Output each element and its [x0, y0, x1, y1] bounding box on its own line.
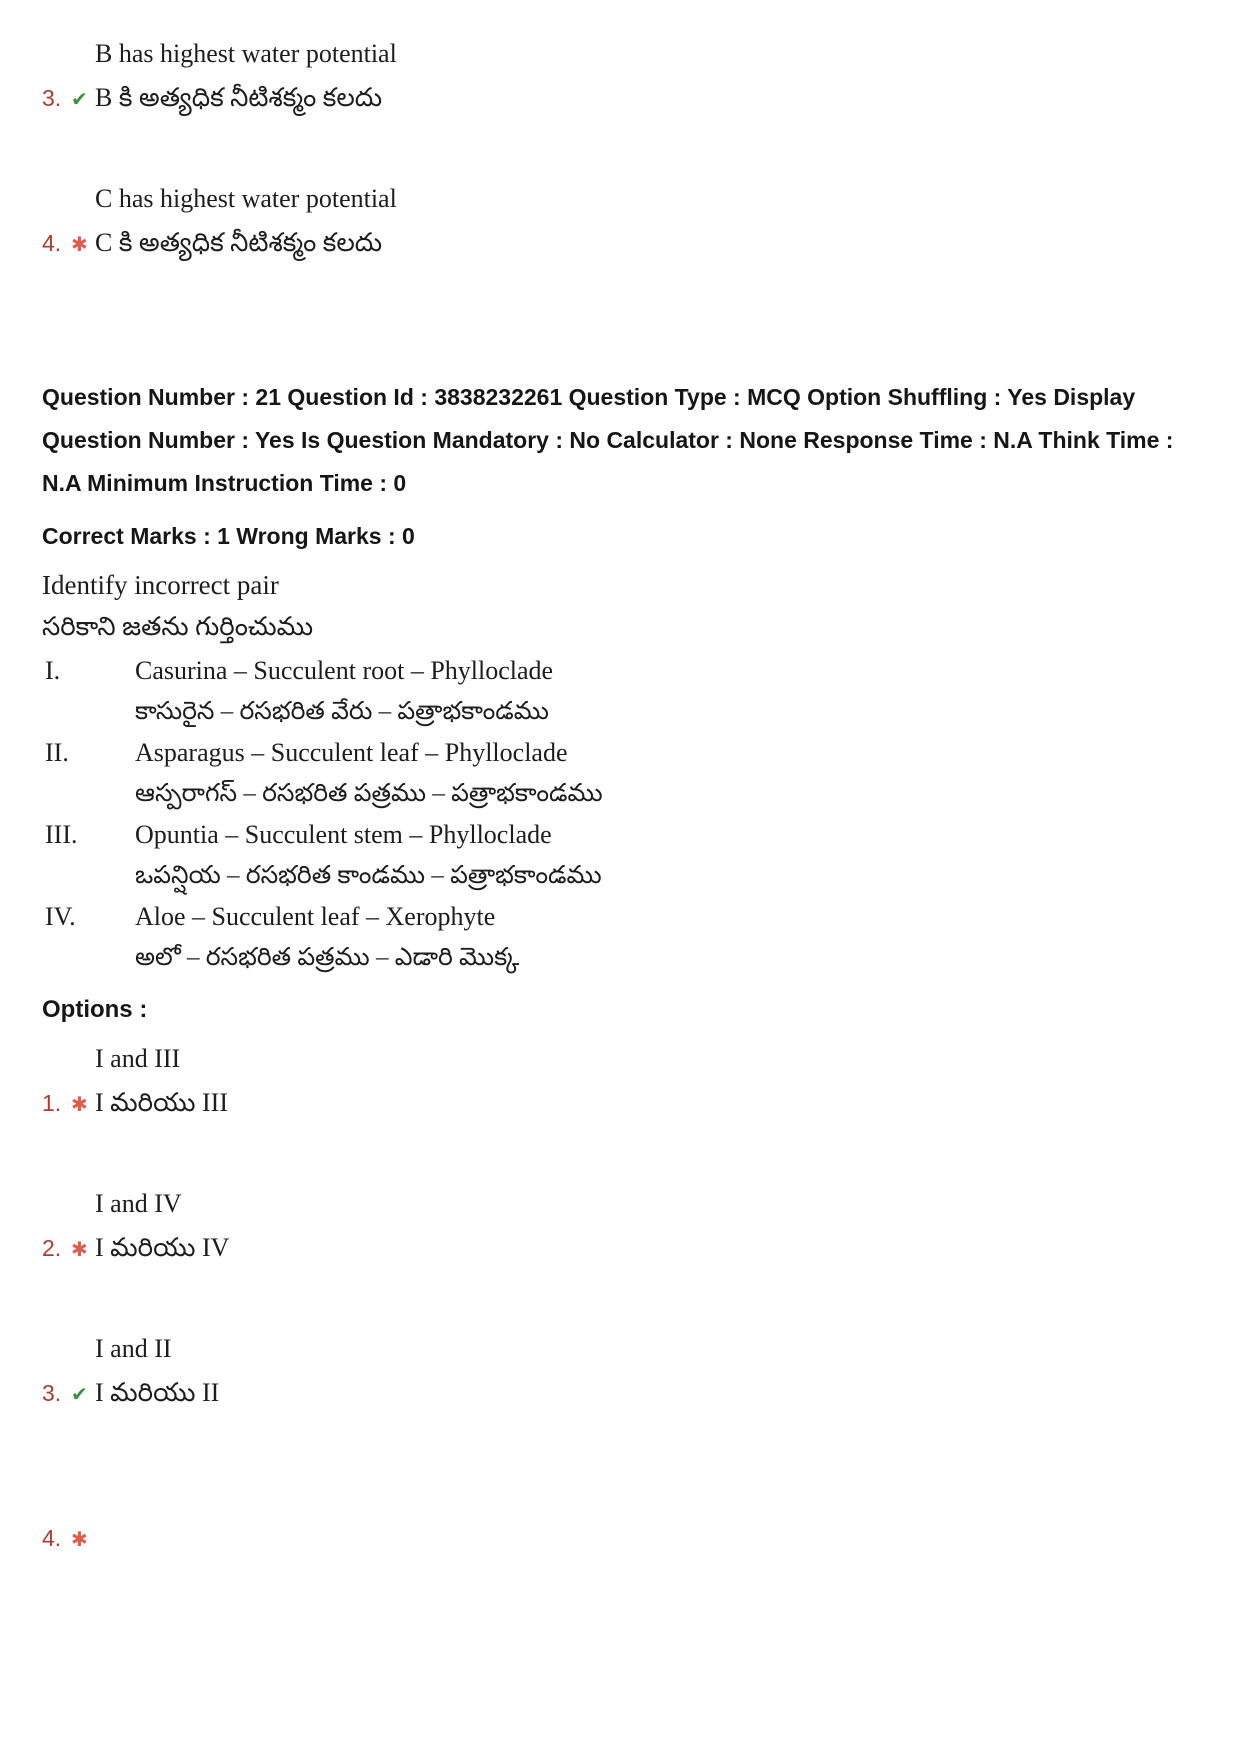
list-item-1: [42, 650, 1196, 732]
correct-check-icon: ✔: [71, 87, 88, 111]
item-english-text: Casurina – Succulent root – Phylloclade: [135, 656, 554, 685]
option-english-text: [95, 1474, 1196, 1514]
option-number: 4.: [42, 1525, 62, 1551]
options-label: Options :: [42, 996, 148, 1023]
roman-numeral: II.: [45, 738, 69, 767]
question-21: [42, 376, 1196, 1563]
option-answer-line: [42, 1514, 1196, 1563]
roman-numeral: IV.: [45, 902, 76, 931]
item-english-text: Aloe – Succulent leaf – Xerophyte: [135, 902, 496, 931]
option-telugu-text: C కి అత్యధిక నీటిశక్మం కలదు: [95, 228, 383, 257]
item-telugu-text: అలో – రసభరిత పత్రము – ఎడారి మొక్క: [135, 944, 520, 971]
option-english-text: B has highest water potential: [95, 39, 397, 68]
item-english-text: Opuntia – Succulent stem – Phylloclade: [135, 820, 552, 849]
roman-numeral: I.: [45, 656, 61, 685]
option-answer-line: [42, 1369, 1196, 1418]
wrong-mark-icon: ✱: [71, 1527, 88, 1551]
option-number: 4.: [42, 230, 62, 256]
marks-info: Correct Marks : 1 Wrong Marks : 0: [42, 523, 415, 549]
option-number: 3.: [42, 85, 62, 111]
wrong-mark-icon: ✱: [71, 1237, 88, 1261]
item-telugu-text: ఒపన్షియ – రసభరిత కాండము – పత్రాభకాండము: [135, 862, 602, 889]
question-text-english: Identify incorrect pair: [42, 570, 279, 600]
item-telugu-text: కాసురైన – రసభరిత వేరు – పత్రాభకాండము: [135, 698, 549, 725]
option-3: [42, 1329, 1196, 1418]
question-metadata: Question Number : 21 Question Id : 3838232261 Question Type : MCQ Option Shuffling : Yes Display Question Number : Yes Is Question Mandatory : No Calculator : None Response Time : N.A Think Time : N.A Minimum Instruction Time : 0: [42, 384, 1174, 496]
question-text-telugu: సరికాని జతను గుర్తించుము: [42, 612, 314, 641]
option-telugu-text: I మరియు IV: [95, 1233, 230, 1262]
option-answer-line: [42, 1079, 1196, 1128]
option-1: [42, 1039, 1196, 1128]
list-item-3: [42, 814, 1196, 896]
option-number: 3.: [42, 1380, 62, 1406]
item-telugu-text: ఆస్పరాగస్ – రసభరిత పత్రము – పత్రాభకాండము: [135, 780, 603, 807]
option-english-text: C has highest water potential: [95, 184, 397, 213]
previous-question-options: [42, 34, 1196, 268]
option-answer-line: [42, 219, 1196, 268]
option-4: [42, 1474, 1196, 1563]
option-english-text: I and III: [95, 1044, 181, 1073]
options-list: [42, 1039, 1196, 1563]
wrong-mark-icon: ✱: [71, 232, 88, 256]
option-number: 2.: [42, 1235, 62, 1261]
prev-option-4: [42, 179, 1196, 268]
prev-option-3: [42, 34, 1196, 123]
pair-list: [42, 650, 1196, 978]
correct-check-icon: ✔: [71, 1382, 88, 1406]
option-number: 1.: [42, 1090, 62, 1116]
option-english-text: I and IV: [95, 1189, 182, 1218]
option-english-text: I and II: [95, 1334, 172, 1363]
item-english-text: Asparagus – Succulent leaf – Phylloclade: [135, 738, 568, 767]
option-telugu-text: I మరియు II: [95, 1378, 220, 1407]
wrong-mark-icon: ✱: [71, 1092, 88, 1116]
list-item-4: [42, 896, 1196, 978]
option-answer-line: [42, 1224, 1196, 1273]
roman-numeral: III.: [45, 820, 78, 849]
list-item-2: [42, 732, 1196, 814]
option-2: [42, 1184, 1196, 1273]
option-telugu-text: I మరియు III: [95, 1088, 228, 1117]
option-telugu-text: B కి అత్యధిక నీటిశక్మం కలదు: [95, 83, 383, 112]
option-answer-line: [42, 74, 1196, 123]
